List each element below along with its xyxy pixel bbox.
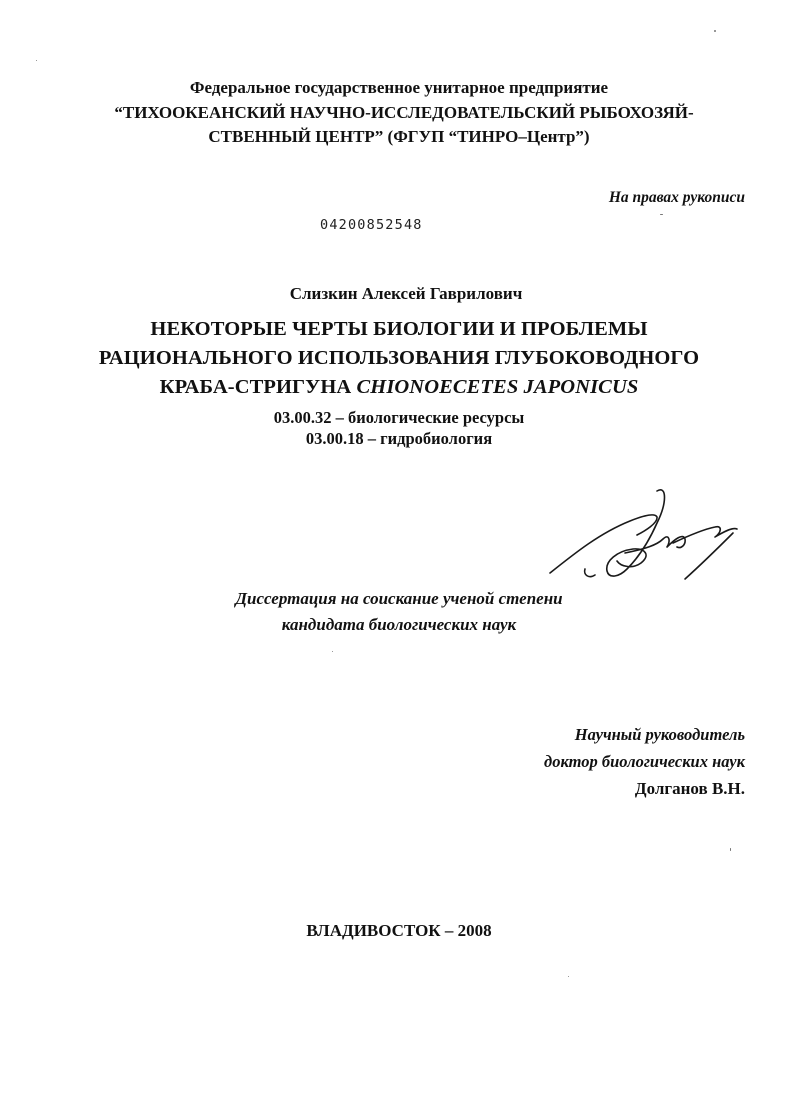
org-line-2: “ТИХООКЕАНСКИЙ НАУЧНО-ИССЛЕДОВАТЕЛЬСКИЙ РЫБОХОЗЯЙ- bbox=[114, 103, 694, 122]
title-line-3-prefix: КРАБА-СТРИГУНА bbox=[159, 376, 357, 398]
supervisor-name: Долганов В.Н. bbox=[634, 779, 745, 798]
manuscript-note: На правах рукописи bbox=[608, 189, 745, 206]
scan-speck bbox=[568, 976, 569, 977]
org-line-3: СТВЕННЫЙ ЦЕНТР” (ФГУП “ТИНРО–Центр”) bbox=[208, 127, 590, 146]
supervisor-degree: доктор биологических наук bbox=[544, 752, 745, 771]
catalog-number: 04200852548 bbox=[320, 217, 423, 233]
dissertation-line-2: кандидата биологических наук bbox=[281, 615, 517, 634]
scan-speck bbox=[714, 30, 716, 32]
supervisor-role: Научный руководитель bbox=[574, 725, 745, 744]
scan-speck bbox=[730, 848, 731, 851]
signature bbox=[545, 483, 750, 588]
title-line-2: РАЦИОНАЛЬНОГО ИСПОЛЬЗОВАНИЯ ГЛУБОКОВОДНОГО bbox=[98, 347, 700, 369]
species-name: CHIONOECETES JAPONICUS bbox=[356, 376, 639, 398]
org-line-1: Федеральное государственное унитарное предприятие bbox=[189, 78, 609, 97]
title-line-1: НЕКОТОРЫЕ ЧЕРТЫ БИОЛОГИИ И ПРОБЛЕМЫ bbox=[150, 318, 648, 340]
specialty-2: 03.00.18 – гидробиология bbox=[305, 429, 493, 448]
scan-speck bbox=[36, 60, 37, 61]
scan-speck bbox=[332, 651, 333, 652]
scan-speck bbox=[660, 214, 663, 215]
author-name: Слизкин Алексей Гаврилович bbox=[289, 284, 523, 303]
city-year: ВЛАДИВОСТОК – 2008 bbox=[306, 921, 492, 940]
title-line-3 bbox=[0, 376, 798, 399]
dissertation-line-1: Диссертация на соискание ученой степени bbox=[235, 589, 563, 608]
specialty-1: 03.00.32 – биологические ресурсы bbox=[273, 408, 525, 427]
